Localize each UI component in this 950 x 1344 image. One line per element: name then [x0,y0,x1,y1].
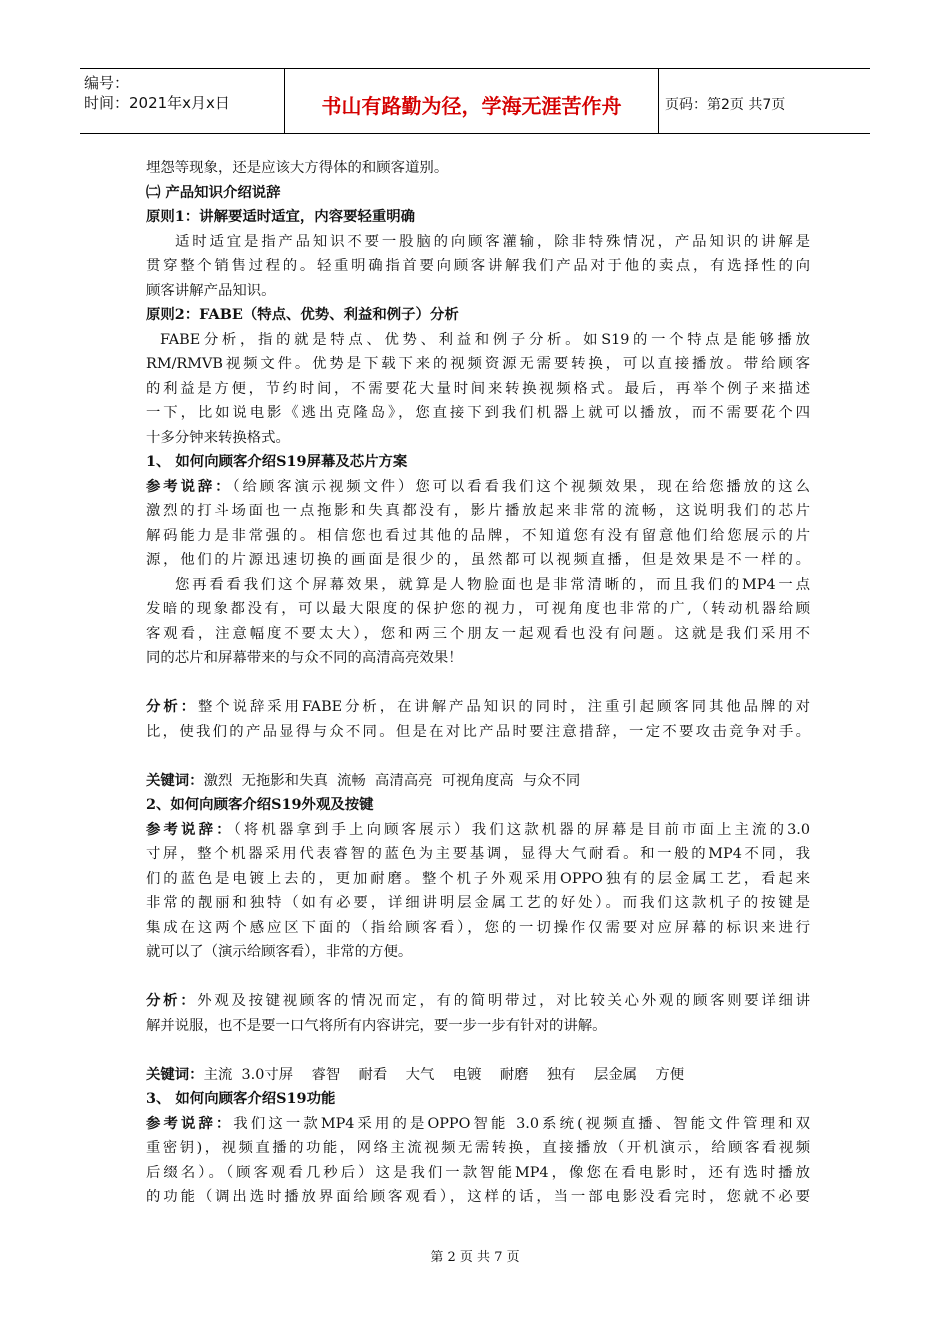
paragraph-line: 的利益是方便，节约时间，不需要花大量时间来转换视频格式。最后，再举个例子来描述 [146,380,810,397]
paragraph-line: 集成在这两个感应区下面的（指给顾客看），您的一切操作仅需要对应屏幕的标识来进行 [146,919,810,936]
ref-label: 参考说辞： [146,820,234,838]
principle-heading: 原则2：FABE（特点、优势、利益和例子）分析 [146,306,459,323]
header-motto: 书山有路勤为径，学海无涯苦作舟 [284,69,659,133]
topic-heading: 1、 如何向顾客介绍S19屏幕及芯片方案 [146,453,408,470]
header-code: 编号： [84,74,130,92]
paragraph-line: 非常的靓丽和独特（如有必要，详细讲明层金属工艺的好处）。而我们这款机子的按键是 [146,895,810,911]
header-meta [80,69,284,133]
paragraph-line: 客观看，注意幅度不要太大），您和两三个朋友一起观看也没有问题。这就是我们采用不 [146,625,810,642]
paragraph-line: RM/RMVB视频文件。优势是下载下来的视频资源无需要转换，可以直接播放。带给顾客 [146,356,810,372]
keywords-line: 关键词：主流 3.0寸屏 睿智 耐看 大气 电镀 耐磨 独有 层金属 方便 [146,1065,685,1083]
paragraph-line: 适时适宜是指产品知识不要一股脑的向顾客灌输，除非特殊情况，产品知识的讲解是 [175,233,810,250]
header-page-info: 页码：第2页 共7页 [665,97,786,113]
topic-heading: 3、 如何向顾客介绍S19功能 [146,1090,336,1107]
topic-heading: 2、如何向顾客介绍S19外观及按键 [146,796,374,813]
paragraph-line: 的功能（调出选时播放界面给顾客观看），这样的话，当一部电影没看完时，您就不必要 [146,1189,810,1205]
paragraph-line: 参考说辞：（将机器拿到手上向顾客展示）我们这款机器的屏幕是目前市面上主流的3.0 [146,820,810,838]
paragraph-line: 重密钥)，视频直播的功能，网络主流视频无需转换，直接播放（开机演示，给顾客看视频 [146,1140,810,1156]
paragraph-line: 们的蓝色是电镀上去的，更加耐磨。整个机子外观采用OPPO独有的层金属工艺，看起来 [146,870,810,887]
paragraph-line: 就可以了（演示给顾客看），非常的方便。 [146,944,413,960]
paragraph-line: 一下，比如说电影《逃出克隆岛》，您直接下到我们机器上就可以播放，而不需要花个四 [146,405,810,421]
paragraph-line: 贯穿整个销售过程的。轻重明确指首要向顾客讲解我们产品对于他的卖点，有选择性的向 [146,258,810,274]
paragraph-line: 埋怨等现象，还是应该大方得体的和顾客道别。 [146,160,449,176]
paragraph-line: 解码能力是非常强的。相信您也看过其他的品牌，不知道您有没有留意他们给您展示的片 [146,527,810,544]
paragraph-line: 比，使我们的产品显得与众不同。但是在对比产品时要注意措辞，一定不要攻击竞争对手。 [146,723,810,740]
page-footer: 第 2 页 共 7 页 [430,1250,520,1265]
blank-line [146,1038,810,1063]
paragraph-line: 分析：整个说辞采用FABE分析，在讲解产品知识的同时，注重引起顾客同其他品牌的对 [146,698,810,715]
paragraph-line: 同的芯片和屏幕带来的与众不同的高清高亮效果！ [146,650,463,666]
keywords-label: 关键词： [146,771,204,789]
ref-label: 参考说辞： [146,477,233,495]
paragraph-line: 顾客讲解产品知识。 [146,282,276,299]
blank-line [146,965,810,990]
paragraph-line: 源，他们的片源迅速切换的画面是很少的，虽然都可以视频直播，但是效果是不一样的。 [146,552,810,568]
paragraph-line: 解并说服，也不是要一口气将所有内容讲完，要一步一步有针对的讲解。 [146,1017,607,1034]
paragraph-line: 参考说辞：我们这一款MP4采用的是OPPO智能 3.0系统(视频直播、智能文件管理和双 [146,1114,810,1132]
section-heading: ㈡ 产品知识介绍说辞 [146,183,281,201]
analysis-label: 分析： [146,698,198,715]
paragraph-line: 发暗的现象都没有，可以最大限度的保护您的视力，可视角度也非常的广,（转动机器给顾 [146,601,810,617]
paragraph-line: 分析：外观及按键视顾客的情况而定，有的简明带过，对比较关心外观的顾客则要详细讲 [146,992,810,1009]
keywords-label: 关键词： [146,1065,204,1083]
paragraph-line: FABE分析，指的就是特点、优势、利益和例子分析。如S19的一个特点是能够播放 [160,331,810,348]
header-date: 时间：2021年x月x日 [84,94,230,112]
ref-label: 参考说辞： [146,1114,234,1132]
paragraph-line: 激烈的打斗场面也一点拖影和失真都没有，影片播放起来非常的流畅，这说明我们的芯片 [146,503,810,519]
page-header [80,68,870,134]
paragraph-line: 您再看看我们这个屏幕效果，就算是人物脸面也是非常清晰的，而且我们的MP4一点 [175,576,810,593]
paragraph-line: 后缀名）。（顾客观看几秒后）这是我们一款智能MP4，像您在看电影时，还有选时播放 [146,1164,810,1181]
document-body [146,156,810,1210]
keywords-line: 关键词：激烈 无拖影和失真 流畅 高清高亮 可视角度高 与众不同 [146,771,581,789]
paragraph-line: 寸屏，整个机器采用代表睿智的蓝色为主要基调，显得大气耐看。和一般的MP4不同，我 [146,846,810,862]
paragraph-line: 十多分钟来转换格式。 [146,429,290,446]
blank-line [146,744,810,769]
principle-heading: 原则1：讲解要适时适宜，内容要轻重明确 [146,208,416,225]
blank-line [146,671,810,696]
paragraph-line: 参考说辞：（给顾客演示视频文件）您可以看看我们这个视频效果，现在给您播放的这么 [146,477,810,495]
analysis-label: 分析： [146,992,198,1009]
